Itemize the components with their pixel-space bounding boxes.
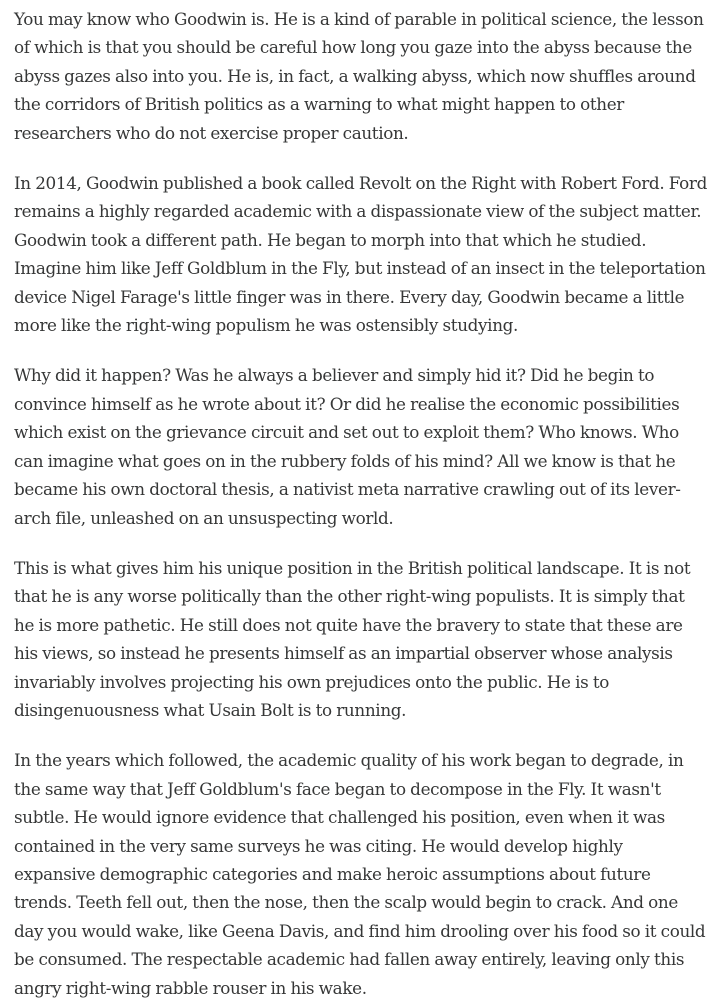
paragraph-5: In the years which followed, the academic quality of his work began to degrade, in the same way that Jeff Goldblum's face began to decompose in the Fly. It wasn't subtle. He would ignore evidence that challenged his position, even when it was contained in the very same surveys he was citing. He would develop highly expansive demographic categories and make heroic assumptions about future trends. Teeth fell out, then the nose, then the scalp would begin to crack. And one day you would wake, like Geena Davis, and find him drooling over his food so it could be consumed. The respectable academic had fallen away entirely, leaving only this angry right-wing rabble rouser in his wake. [14, 750, 706, 998]
paragraph-1: You may know who Goodwin is. He is a kind of parable in political science, the lesson of which is that you should be careful how long you gaze into the abyss because the abyss gazes also into you. He is, in fact, a walking abyss, which now shuffles around the corridors of British politics as a warning to what might happen to other researchers who do not exercise proper caution. [14, 9, 704, 143]
paragraph-4: This is what gives him his unique position in the British political landscape. It is not that he is any worse politically than the other right-wing populists. It is simply that he is more pathetic. He still does not quite have the bravery to state that these are his views, so instead he presents himself as an impartial observer whose analysis invariably involves projecting his own prejudices onto the public. He is to disingenuousness what Usain Bolt is to running. [14, 557, 691, 720]
paragraph-2: In 2014, Goodwin published a book called Revolt on the Right with Robert Ford. Ford remains a highly regarded academic with a dispassionate view of the subject matter. Goodwin took a different path. He began to morph into that which he studied. Imagine him like Jeff Goldblum in the Fly, but instead of an insect in the teleportation device Nigel Farage's little finger was in there. Every day, Goodwin became a little more like the right-wing populism he was ostensibly studying. [14, 173, 707, 336]
paragraph-3: Why did it happen? Was he always a believer and simply hid it? Did he begin to convince himself as he wrote about it? Or did he realise the economic possibilities which exist on the grievance circuit and set out to exploit them? Who knows. Who can imagine what goes on in the rubbery folds of his mind? All we know is that he became his own doctoral thesis, a nativist meta narrative crawling out of its lever-arch file, unleashed on an unsuspecting world. [14, 365, 681, 528]
